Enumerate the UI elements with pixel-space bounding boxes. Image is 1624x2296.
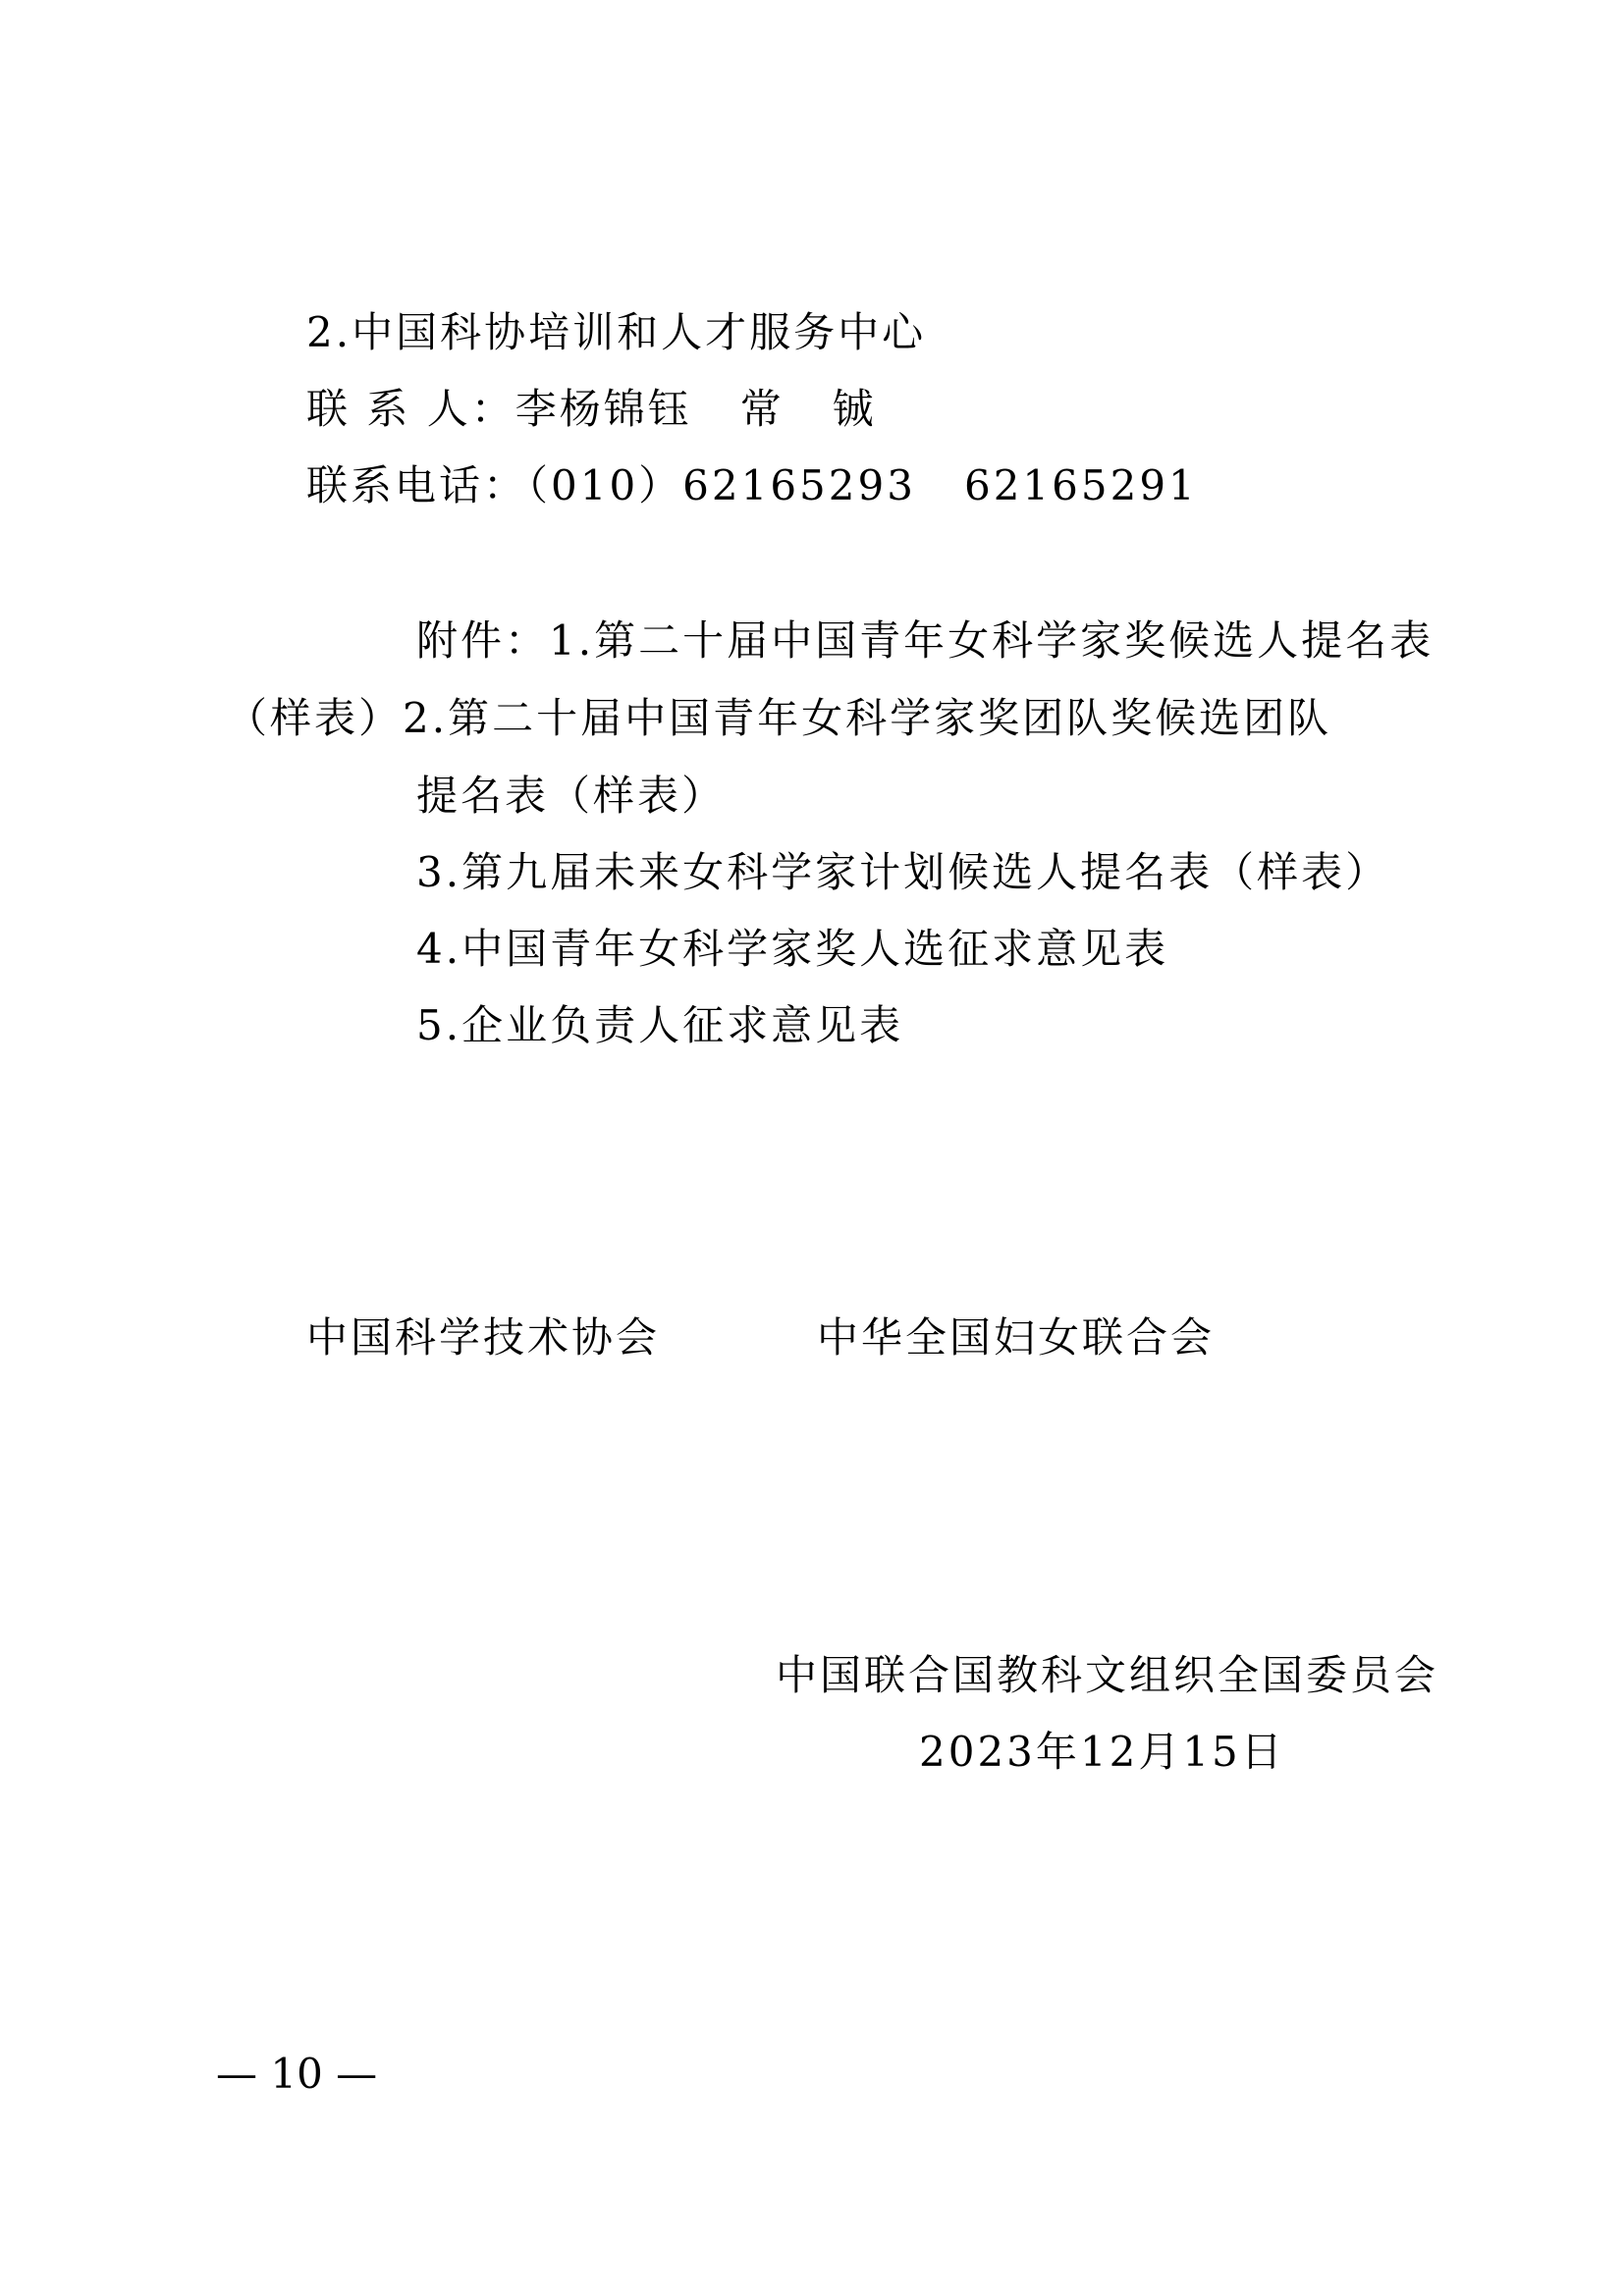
contact-person-label: 联 系 人： bbox=[306, 385, 515, 433]
signature-org-cast: 中国科学技术协会 bbox=[306, 1313, 661, 1362]
contact-person-names: 李杨锦钰 常 铖 bbox=[514, 385, 877, 433]
page-number: — 10 — bbox=[216, 2050, 378, 2098]
contact-person-line bbox=[306, 385, 877, 433]
contact-org-heading: 2.中国科协培训和人才服务中心 bbox=[306, 308, 927, 356]
attachment-line-6: 5.企业负责人征求意见表 bbox=[416, 1001, 904, 1049]
attachment-line-2: （样表）2.第二十届中国青年女科学家奖团队奖候选团队 bbox=[226, 694, 1332, 742]
attachment-line-1: 附件：1.第二十届中国青年女科学家奖候选人提名表 bbox=[416, 616, 1435, 665]
signature-date: 2023年12月15日 bbox=[919, 1728, 1285, 1776]
attachment-line-5: 4.中国青年女科学家奖人选征求意见表 bbox=[416, 925, 1169, 973]
contact-phone-line: 联系电话：（010）62165293 62165291 bbox=[306, 461, 1198, 509]
attachment-line-3: 提名表（样表） bbox=[416, 772, 727, 820]
signature-org-acwf: 中华全国妇女联合会 bbox=[817, 1313, 1216, 1362]
attachment-line-4: 3.第九届未来女科学家计划候选人提名表（样表） bbox=[416, 848, 1390, 896]
signature-org-unesco: 中国联合国教科文组织全国委员会 bbox=[776, 1651, 1439, 1699]
